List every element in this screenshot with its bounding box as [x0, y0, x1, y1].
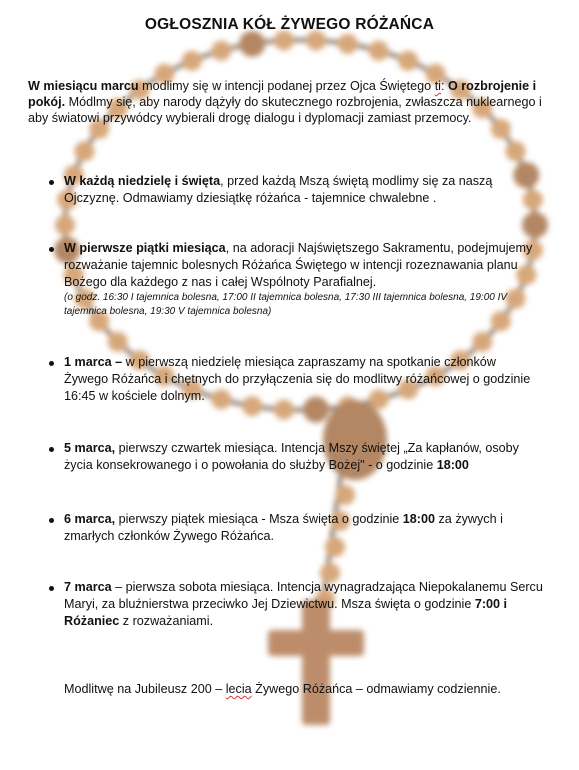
list-item-first-fridays: [64, 240, 552, 319]
closing-typo: lecia: [225, 682, 252, 696]
page-title: OGŁOSZNIA KÓŁ ŻYWEGO RÓŻAŃCA: [144, 16, 435, 33]
item-lead: 5 marca,: [64, 441, 116, 455]
intro-paragraph: [28, 78, 560, 126]
item-time: 18:00: [402, 512, 436, 526]
item-lead: W każdą niedzielę i święta: [64, 174, 221, 188]
intro-month-lead: W miesiącu marcu: [28, 79, 139, 93]
bullet-dot: [49, 180, 54, 185]
intro-text-1: modlimy się w intencji podanej przez Ojca Świętego: [138, 79, 435, 93]
list-item-march-1: [64, 354, 539, 405]
item-text: w pierwszą niedzielę miesiąca zapraszamy na spotkanie członków Żywego Różańca i chętnych do przyłączenia się do modlitwy różańcowej o godzinie 16:45 w kościele dolnym.: [64, 355, 531, 403]
item-text: pierwszy czwartek miesiąca. Intencja Mszy świętej „Za kapłanów, osoby życia konsekrowanego i o powołania do służby Bożej" - o godzinie: [64, 441, 519, 472]
bullet-dot: [49, 247, 54, 252]
bullet-dot: [49, 586, 54, 591]
bullet-dot: [49, 518, 54, 523]
item-time: 7:00 i Różaniec: [64, 597, 508, 628]
item-lead: W pierwsze piątki miesiąca: [64, 241, 226, 255]
item-text: , na adoracji Najświętszego Sakramentu, podejmujemy rozważanie tajemnic bolesnych Różańca Świętego w intencji rozeznawania planu Bożego dla każdego z nas i całej Wspólnoty Parafialnej.: [64, 241, 533, 289]
closing-text-2: Żywego Różańca – odmawiamy codziennie.: [251, 682, 501, 696]
closing-line: [64, 682, 501, 696]
intro-intention: O rozbrojenie i pokój.: [28, 79, 537, 109]
list-item-march-6: [64, 511, 544, 545]
item-text-after: za żywych i zmarłych członków Żywego Różańca.: [64, 512, 503, 543]
item-lead: 1 marca –: [64, 355, 123, 369]
item-text: pierwszy piątek miesiąca - Msza święta o godzinie: [115, 512, 403, 526]
intro-text-2: :: [440, 79, 448, 93]
bullet-dot: [49, 361, 54, 366]
item-lead: 7 marca: [64, 580, 112, 594]
intro-text-3: Módlmy się, aby narody dążyły do skutecznego rozbrojenia, zwłaszcza nuklearnego i aby światowi przywódcy wybierali drogę dialogu i dyplomacji zamiast przemocy.: [28, 95, 542, 125]
item-note-hours: (o godz. 16:30 I tajemnica bolesna, 17:00 II tajemnica bolesna, 17:30 III tajemnica bolesna, 19:00 IV tajemnica bolesna, 19:30 V tajemnica bolesna): [64, 292, 508, 317]
intro-typo: ti: [434, 79, 441, 93]
item-time: 18:00: [436, 458, 469, 472]
item-lead: 6 marca,: [64, 512, 116, 526]
item-text: – pierwsza sobota miesiąca. Intencja wynagradzająca Niepokalanemu Sercu Maryi, za bluźnierstwa przeciwko Jej Dziewictwu. Msza święta o godzinie: [64, 580, 543, 611]
list-item-march-5: [64, 440, 544, 474]
list-item-march-7: [64, 579, 552, 630]
item-text: , przed każdą Mszą świętą modlimy się za naszą Ojczyznę. Odmawiamy dziesiątkę różańca - tajemnice chwalebne .: [64, 174, 493, 205]
list-item-sundays: [64, 173, 544, 207]
bullet-dot: [49, 447, 54, 452]
closing-text-1: Modlitwę na Jubileusz 200 –: [64, 682, 226, 696]
item-text-after: z rozważaniami.: [119, 614, 214, 628]
